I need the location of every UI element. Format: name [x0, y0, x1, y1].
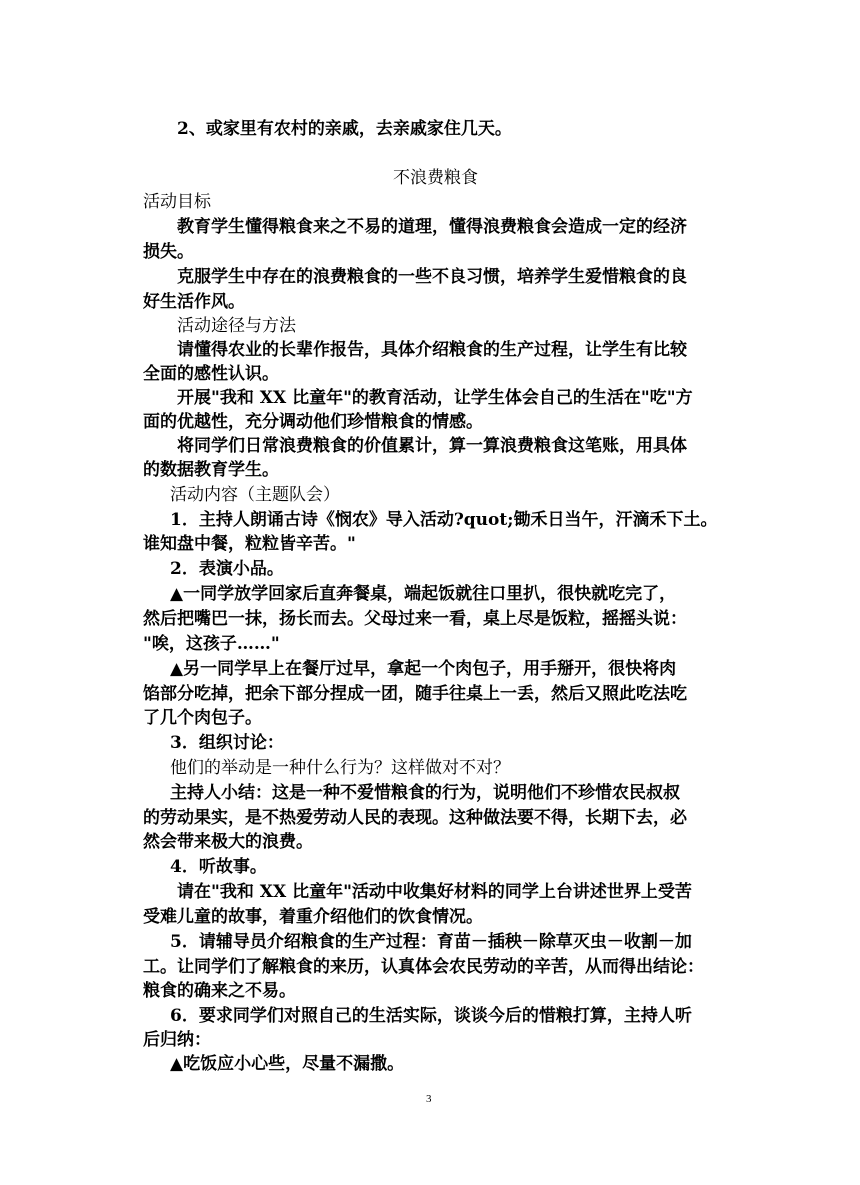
paragraph-line: 克服学生中存在的浪费粮食的一些不良习惯，培养学生爱惜粮食的良 [177, 267, 687, 287]
paragraph-line: 6．要求同学们对照自己的生活实际，谈谈今后的惜粮打算，主持人听 [170, 1006, 692, 1026]
paragraph-line: 了几个肉包子。 [143, 708, 262, 728]
paragraph-line: 粮食的确来之不易。 [143, 981, 296, 1001]
paragraph-line: 面的优越性，充分调动他们珍惜粮食的情感。 [143, 412, 483, 432]
paragraph-line: 的劳动果实，是不热爱劳动人民的表现。这种做法要不得，长期下去，必 [143, 808, 687, 828]
paragraph-line: 然后把嘴巴一抹，扬长而去。父母过来一看，桌上尽是饭粒，摇摇头说： [143, 609, 687, 629]
paragraph-line: 然会带来极大的浪费。 [143, 832, 313, 852]
intro-line: 2、或家里有农村的亲戚，去亲戚家住几天。 [177, 119, 512, 139]
paragraph-line: 工。让同学们了解粮食的来历，认真体会农民劳动的辛苦，从而得出结论： [143, 957, 704, 977]
page-number: 3 [426, 1093, 432, 1105]
paragraph-line: 好生活作风。 [143, 292, 245, 312]
paragraph-line: 将同学们日常浪费粮食的价值累计，算一算浪费粮食这笔账，用具体 [177, 436, 687, 456]
paragraph-line: 馅部分吃掉，把余下部分捏成一团，随手往桌上一丢，然后又照此吃法吃 [143, 684, 687, 704]
paragraph-line: 全面的感性认识。 [143, 364, 279, 384]
paragraph-line: 请懂得农业的长辈作报告，具体介绍粮食的生产过程，让学生有比较 [177, 340, 687, 360]
section-heading-goal: 活动目标 [143, 192, 211, 212]
paragraph-line: 受难儿童的故事，着重介绍他们的饮食情况。 [143, 907, 483, 927]
section-heading-method: 活动途径与方法 [177, 316, 296, 336]
paragraph-line: 主持人小结：这是一种不爱惜粮食的行为，说明他们不珍惜农民叔叔 [170, 783, 680, 803]
paragraph-line: 1．主持人朗诵古诗《悯农》导入活动?quot;锄禾日当午，汗滴禾下土。 [170, 510, 718, 530]
paragraph-line: 谁知盘中餐，粒粒皆辛苦。" [143, 534, 356, 554]
paragraph-line: ▲另一同学早上在餐厅过早，拿起一个肉包子，用手掰开，很快将肉 [170, 659, 677, 679]
paragraph-line: 2．表演小品。 [170, 559, 284, 579]
section-heading-content: 活动内容（主题队会） [170, 485, 340, 505]
paragraph-line: ▲吃饭应小心些，尽量不漏撒。 [170, 1054, 405, 1074]
paragraph-line: 的数据教育学生。 [143, 460, 279, 480]
paragraph-line: 损失。 [143, 242, 194, 262]
paragraph-line: 开展"我和 XX 比童年"的教育活动，让学生体会自己的生活在"吃"方 [177, 388, 693, 408]
page-title: 不浪费粮食 [393, 168, 478, 188]
paragraph-line: "唉，这孩子……" [143, 634, 280, 654]
paragraph-line: 他们的举动是一种什么行为？这样做对不对？ [170, 758, 510, 778]
paragraph-line: 5．请辅导员介绍粮食的生产过程：育苗－插秧－除草灭虫－收割－加 [170, 932, 692, 952]
paragraph-line: 3．组织讨论： [170, 733, 284, 753]
paragraph-line: 请在"我和 XX 比童年"活动中收集好材料的同学上台讲述世界上受苦 [177, 882, 692, 902]
paragraph-line: 4．听故事。 [170, 857, 267, 877]
paragraph-line: 教育学生懂得粮食来之不易的道理，懂得浪费粮食会造成一定的经济 [177, 217, 687, 237]
paragraph-line: 后归纳： [143, 1030, 211, 1050]
paragraph-line: ▲一同学放学回家后直奔餐桌，端起饭就往口里扒，很快就吃完了， [170, 584, 677, 604]
